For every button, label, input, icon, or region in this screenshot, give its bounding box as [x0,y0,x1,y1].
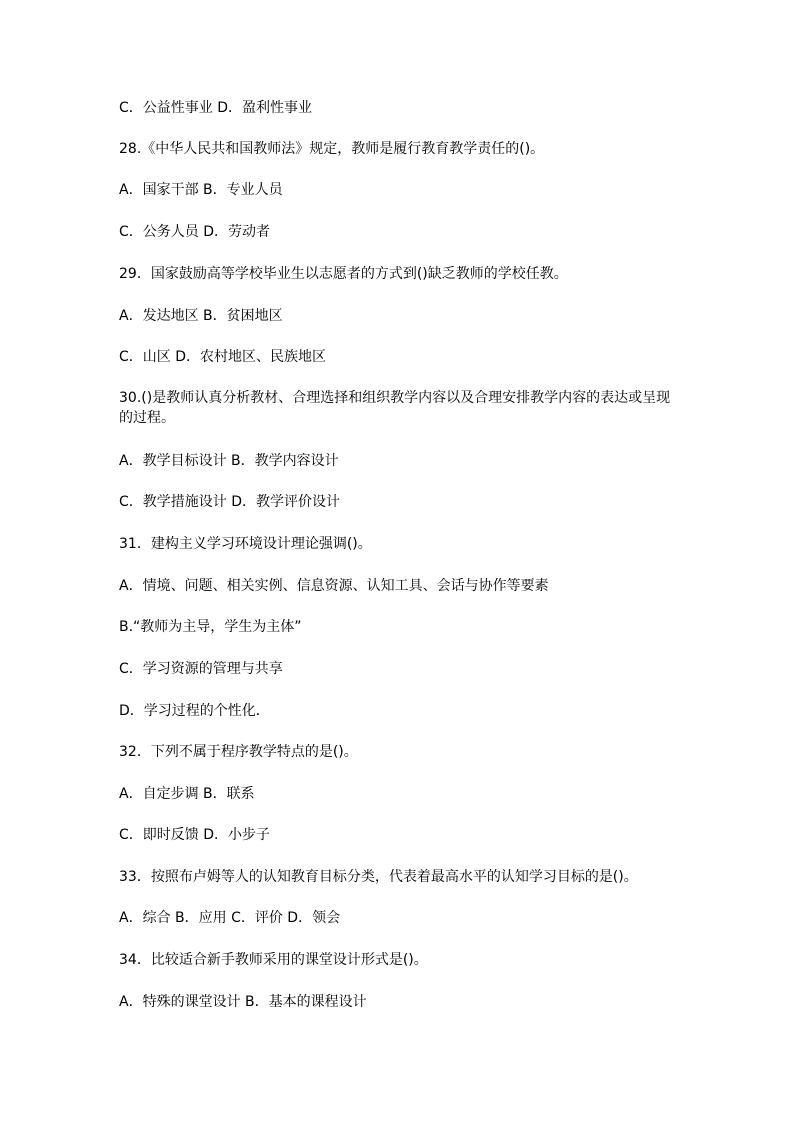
text-line: D．学习过程的个性化． [119,703,270,719]
text-line: C．公务人员 D．劳动者 [119,224,271,240]
text-line: C．即时反馈 D．小步子 [119,827,271,843]
question-29: 29．国家鼓励高等学校毕业生以志愿者的方式到()缺乏教师的学校任教。 [119,266,568,282]
question-31: 31．建构主义学习环境设计理论强调()。 [119,536,372,552]
text-line: C．教学措施设计 D．教学评价设计 [119,494,341,510]
question-34: 34．比较适合新手教师采用的课堂设计形式是()。 [119,952,428,968]
text-line: C．山区 D．农村地区、民族地区 [119,349,327,365]
text-line: A．教学目标设计 B．教学内容设计 [119,453,339,469]
text-line: B.“教师为主导，学生为主体” [119,619,302,635]
question-30: 30.()是教师认真分析教材、合理选择和组织教学内容以及合理安排教学内容的表达或呈现的过程。 [119,390,671,426]
text-line: A．发达地区 B．贫困地区 [119,308,283,324]
text-line: C．公益性事业 D．盈利性事业 [119,100,313,116]
question-32: 32．下列不属于程序教学特点的是()。 [119,744,358,760]
text-line: A．综合 B．应用 C．评价 D．领会 [119,910,341,926]
text-line: A．特殊的课堂设计 B．基本的课程设计 [119,994,367,1010]
question-33: 33．按照布卢姆等人的认知教育目标分类，代表着最高水平的认知学习目标的是()。 [119,869,638,885]
text-line: A．情境、问题、相关实例、信息资源、认知工具、会话与协作等要素 [119,578,549,594]
text-line: C．学习资源的管理与共享 [119,661,283,677]
question-28: 28.《中华人民共和国教师法》规定，教师是履行教育教学责任的()。 [119,141,545,157]
text-line: A．自定步调 B．联系 [119,786,255,802]
text-line: A．国家干部 B．专业人员 [119,182,283,198]
